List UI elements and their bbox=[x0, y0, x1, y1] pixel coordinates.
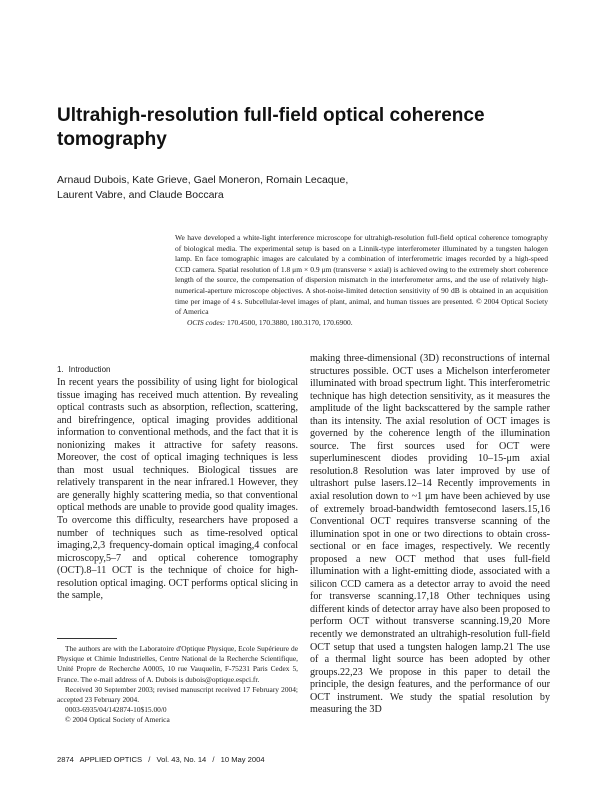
footnote-copyright: © 2004 Optical Society of America bbox=[65, 715, 170, 725]
footnote-affiliation: The authors are with the Laboratoire d'Optique Physique, Ecole Supérieure de Physique et Chimie Industrielles, Centre National de la Recherche Scientifique, Unité Propre de Recherche A0005, 10 rue Vauquelin, F-75231 Paris Cedex 5, France. The e-mail address of A. Dubois is dubois@optique.espci.fr. bbox=[57, 644, 298, 684]
right-column bbox=[310, 353, 550, 717]
footnote-received: Received 30 September 2003; revised manuscript received 17 February 2004; accepted 23 February 2004. bbox=[57, 684, 298, 705]
left-column bbox=[57, 364, 298, 603]
page-footer bbox=[57, 755, 357, 765]
footer-separator-1: / bbox=[148, 755, 151, 764]
footnote-code: 0003-6935/04/142874-10$15.00/0 bbox=[65, 705, 167, 715]
issue-date: 10 May 2004 bbox=[220, 755, 265, 764]
footer-separator-2: / bbox=[212, 755, 215, 764]
footnote bbox=[57, 644, 298, 726]
journal-name: APPLIED OPTICS bbox=[79, 755, 143, 764]
ocis-values: 170.4500, 170.3880, 180.3170, 170.6900. bbox=[227, 317, 353, 327]
page-number: 2874 bbox=[57, 755, 74, 764]
footnote-divider bbox=[57, 638, 117, 639]
abstract bbox=[175, 233, 548, 328]
journal-volume: Vol. 43, No. 14 bbox=[156, 755, 207, 764]
abstract-text: We have developed a white-light interference microscope for ultrahigh-resolution full-field optical coherence tomography of biological media. The experimental setup is based on a Linnik-type interferometer illuminated by a tungsten halogen lamp. En face tomographic images are calculated by a combination of interferometric images recorded by a high-speed CCD camera. Spatial resolution of 1.8 μm × 0.9 μm (transverse × axial) is achieved owing to the extremely short coherence length of the source, the compensation of dispersion mismatch in the interferometer arms, and the use of relatively high-numerical-aperture microscope objectives. A shot-noise-limited detection sensitivity of 90 dB is obtained in an acquisition time per image of 4 s. Subcellular-level images of plant, animal, and human tissues are presented. © 2004 Optical Society of America bbox=[175, 233, 548, 317]
author-line-2: Laurent Vabre, and Claude Boccara bbox=[57, 188, 224, 201]
ocis-label: OCIS codes: bbox=[187, 317, 226, 327]
left-column-text: In recent years the possibility of using light for biological tissue imaging has received much attention. By revealing optical contrasts such as absorption, reflection, scattering, and birefringence, optical imaging provides additional information to conventional methods, and the fact that it is nonionizing makes it attractive for safety reasons. Moreover, the cost of optical imaging techniques is less than most usual techniques. Biological tissues are relatively transparent in the near infrared.1 However, they are generally highly scattering media, so that conventional optical methods are unable to provide good quality images. To overcome this difficulty, researchers have proposed a number of techniques such as time-resolved optical imaging,2,3 frequency-domain optical imaging,4 confocal microscopy,5–7 and optical coherence tomography (OCT).8–11 OCT is the technique of choice for high-resolution optical imaging. OCT performs optical slicing in the sample, bbox=[57, 377, 298, 602]
section-heading bbox=[57, 364, 298, 376]
right-column-text: making three-dimensional (3D) reconstructions of internal structures possible. OCT uses a Michelson interferometer illuminated with broad spectrum light. This interferometric technique has high detection sensitivity, as it measures the amplitude of the light backscattered by the sample rather than its intensity. The axial resolution of OCT images is governed by the coherence length of the illumination source. The first sources used for OCT were superluminescent diodes providing 10–15-μm axial resolution.8 Resolution was later improved by use of ultrashort pulse lasers.12–14 Recently improvements in axial resolution down to ~1 μm have been achieved by use of extremely broad-bandwidth femtosecond lasers.15,16 Conventional OCT requires transverse scanning of the illumination spot in one or two directions to obtain cross-sectional or en face images, respectively. We recently proposed a new OCT method that uses full-field illumination with a light-emitting diode, associated with a silicon CCD camera as a detector array to avoid the need for transverse scanning.17,18 Other techniques using different kinds of detector array have also been proposed to perform OCT without transverse scanning.19,20 More recently we demonstrated an ultrahigh-resolution full-field OCT setup that used a tungsten halogen lamp.21 The use of a thermal light source has been adopted by other groups.22,23 We propose in this paper to detail the principle, the design features, and the performance of our OCT instrument. We study the spatial resolution by measuring the 3D bbox=[310, 353, 551, 716]
ocis-codes bbox=[175, 318, 548, 329]
author-line-1: Arnaud Dubois, Kate Grieve, Gael Moneron, Romain Lecaque, bbox=[57, 174, 349, 186]
author-list bbox=[57, 173, 477, 202]
section-title: Introduction bbox=[68, 365, 111, 374]
paper-title: Ultrahigh-resolution full-field optical coherence tomography bbox=[57, 105, 485, 150]
section-number: 1. bbox=[57, 365, 64, 374]
